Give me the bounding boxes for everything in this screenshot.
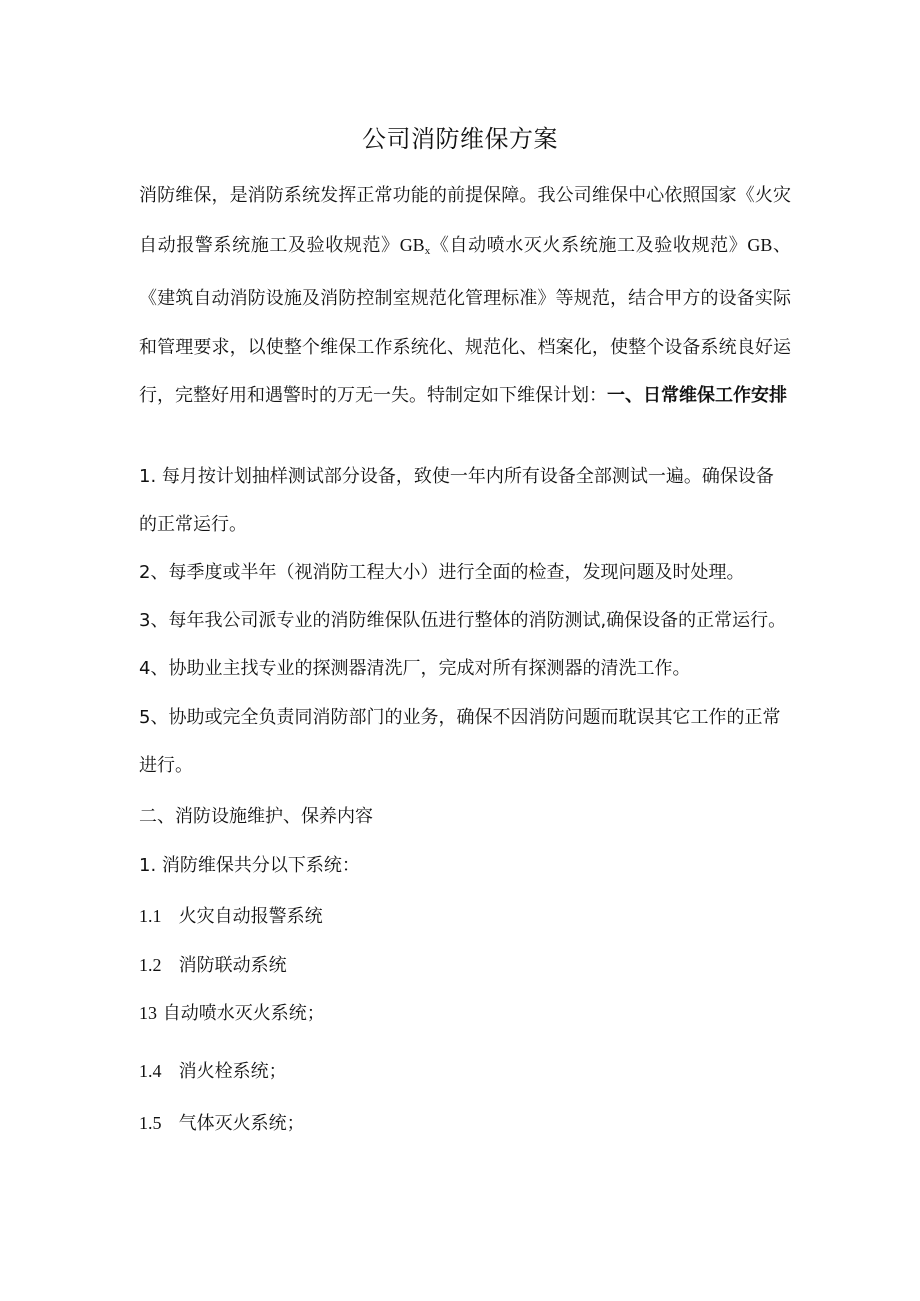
system-label: 气体灭火系统； [178,1113,305,1134]
system-number: 13 [139,1003,157,1023]
intro-text-middle: 《自动喷水灭火系统施工及验收规范》 [430,234,748,256]
section-2-subheading: 1. 消防维保共分以下系统： [139,855,360,876]
system-number: 1.2 [139,955,162,975]
gb-code-1-sub: x [424,244,431,257]
list-item-4: 4、协助业主找专业的探测器清洗厂，完成对所有探测器的清洗工作。 [139,658,691,679]
system-label: 消火栓系统； [178,1061,287,1082]
system-label: 消防联动系统 [178,955,287,976]
system-item [139,1058,287,1085]
section-1-heading: 一、日常维保工作安排 [607,385,787,406]
list-item-1: 1. 每月按计划抽样测试部分设备，致使一年内所有设备全部测试一遍。确保设备的正常运行。 [139,466,774,535]
section-2-heading: 二、消防设施维护、保养内容 [139,806,373,827]
list-item-5: 5、协助或完全负责同消防部门的业务，确保不因消防问题而耽误其它工作的正常进行。 [139,707,781,776]
system-item [139,1110,305,1137]
system-item [139,1000,325,1027]
intro-text-start: 消防维保，是消防系统发挥正常功能的前提保障。我公司维保中心依照国家《火灾自动报警系统施工及验收规范》 [139,185,791,256]
gb-code-2: GB [747,234,773,255]
page-title: 公司消防维保方案 [362,125,558,153]
system-item [139,903,323,930]
gb-code-1: GB [399,234,425,255]
system-number: 1.1 [139,906,162,926]
intro-paragraph [139,172,791,421]
list-item-3: 3、每年我公司派专业的消防维保队伍进行整体的消防测试,确保设备的正常运行。 [139,610,787,631]
system-number: 1.4 [139,1061,162,1081]
list-item-2: 2、每季度或半年（视消防工程大小）进行全面的检查，发现问题及时处理。 [139,562,745,583]
system-number: 1.5 [139,1113,162,1133]
system-item [139,952,287,979]
system-label: 火灾自动报警系统 [178,906,323,927]
intro-text-end: 、《建筑自动消防设施及消防控制室规范化管理标准》等规范，结合甲方的设备实际和管理要求，以使整个维保工作系统化、规范化、档案化，使整个设备系统良好运行，完整好用和遇警时的万无一失。特制定如下维保计划： [139,234,792,406]
system-label: 自动喷水灭火系统； [162,1003,325,1024]
